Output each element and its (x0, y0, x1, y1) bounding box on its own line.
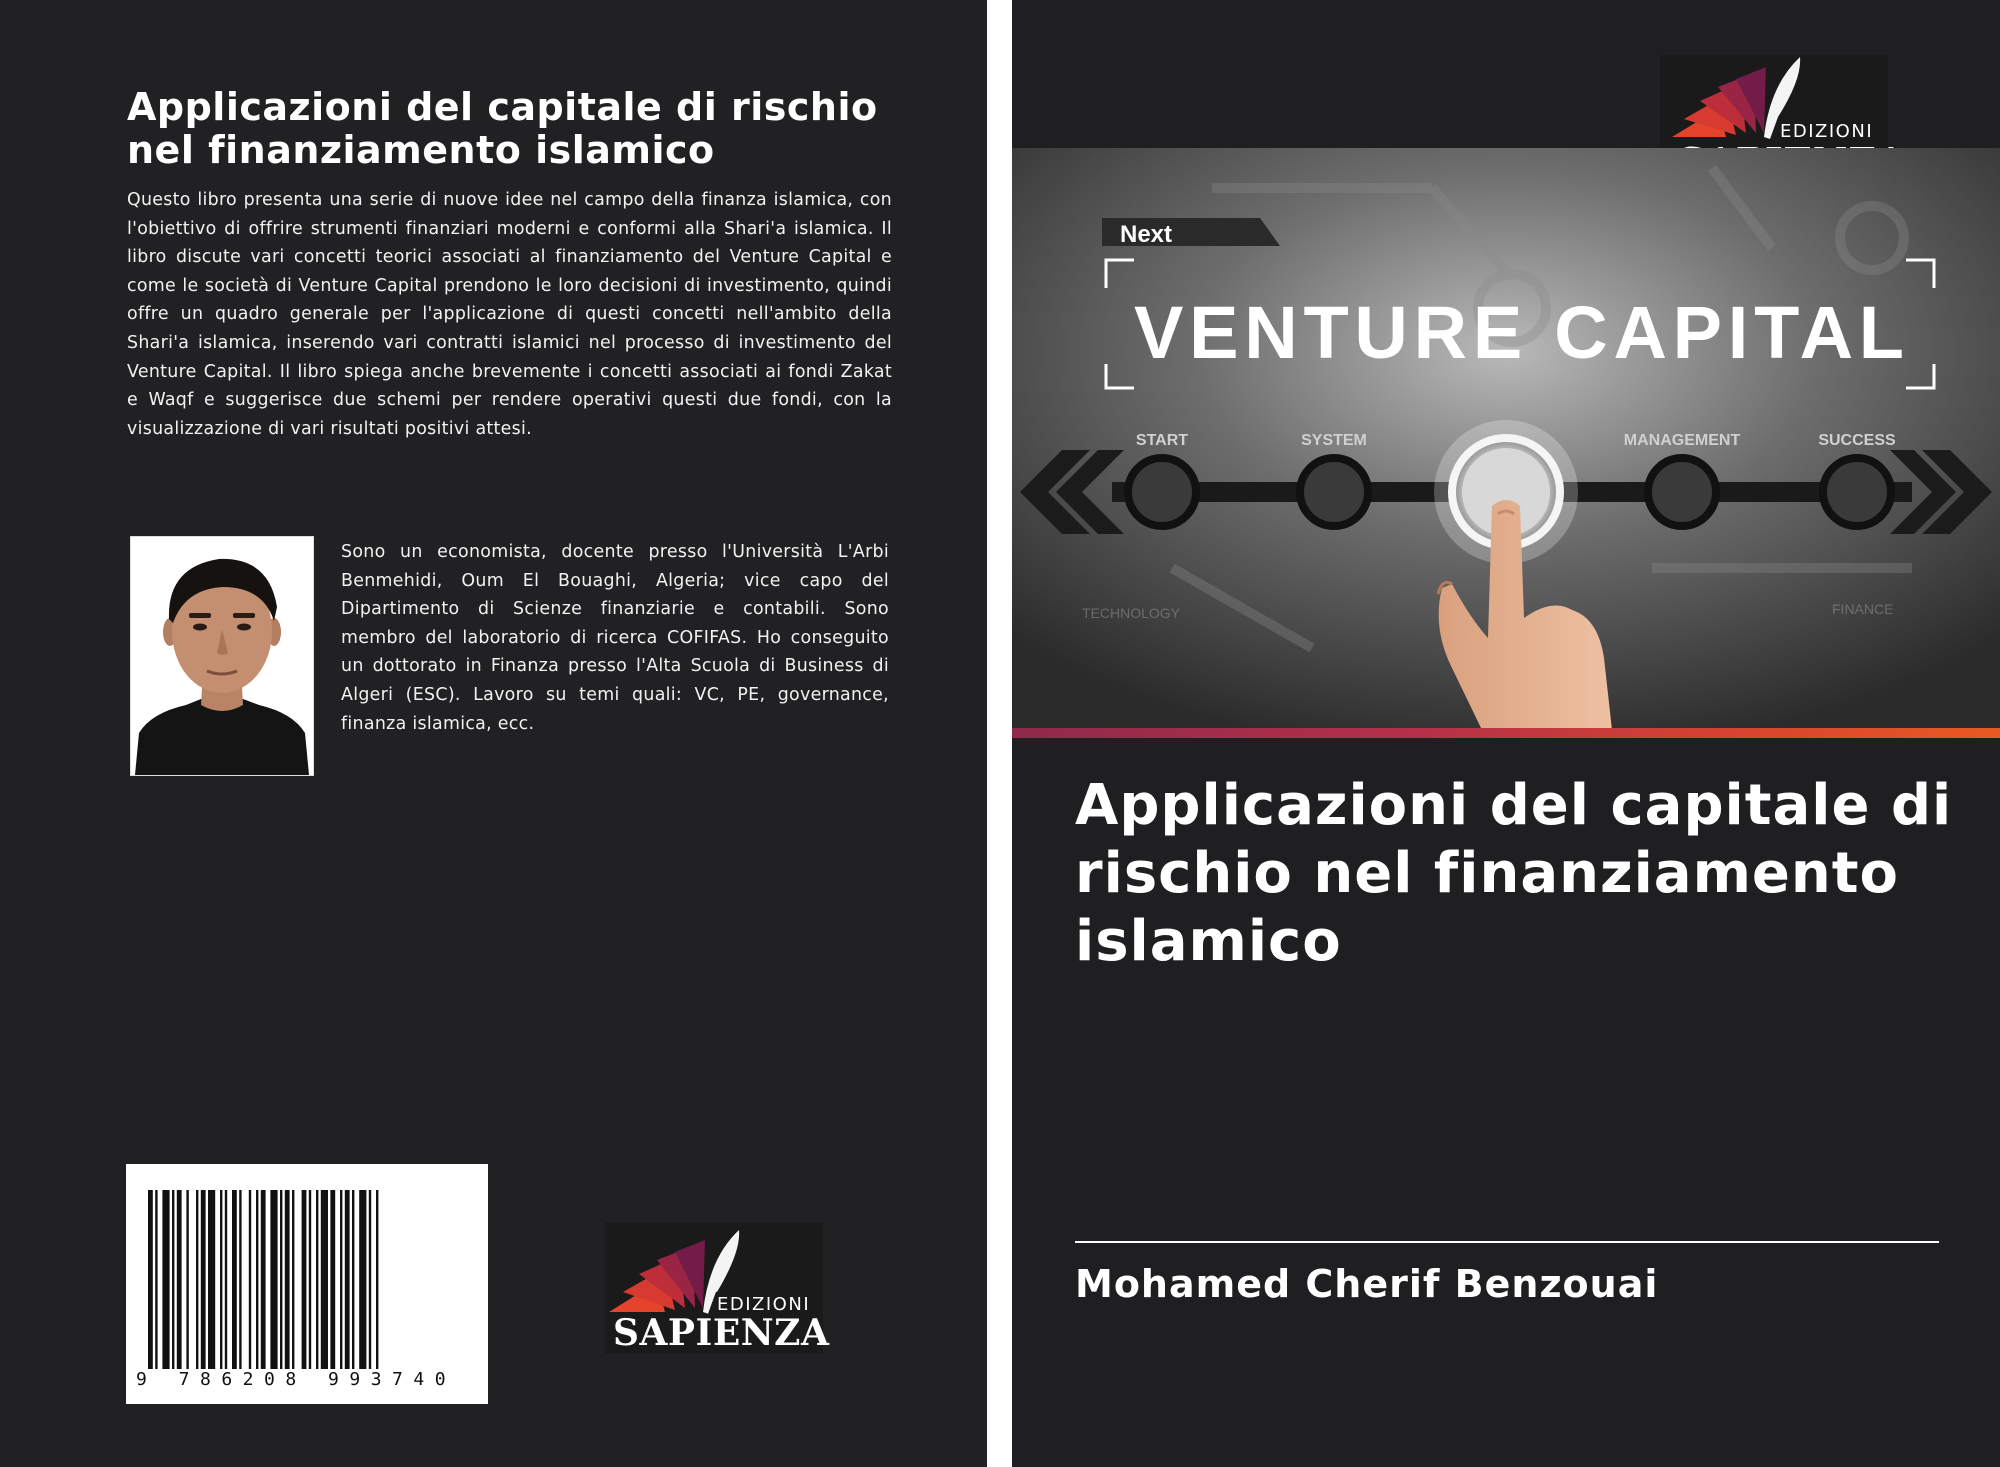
barcode-bar (256, 1190, 258, 1370)
barcode-bar (376, 1190, 378, 1370)
front-cover-title: Applicazioni del capitale di rischio nel finanziamento islamico (1075, 773, 1953, 974)
back-cover-title: Applicazioni del capitale di rischio nel finanziamento islamico (127, 85, 878, 172)
barcode-bar (225, 1190, 227, 1370)
publisher-line1: EDIZIONI (717, 1294, 811, 1315)
back-cover-blurb: Questo libro presenta una serie di nuove idee nel campo della finanza islamica, con l'obiettivo di offrire strumenti finanziari moderni e conformi alla Shari'a islamica. Il libro discute vari concetti teorici associati al finanziamento del Venture Capital e come le società di Venture Capital prendono le loro decisioni di investimento, quindi offre un quadro generale per l'applicazione di questi concetti nell'ambito della Shari'a islamica, inserendo vari contratti islamici nel processo di investimento del Venture Capital. Il libro spiega anche brevemente i concetti associati ai fondi Zakat e Waqf e suggerisce due schemi per rendere operativi questi due fondi, con la visualizzazione di vari risultati positivi attesi. (127, 190, 892, 439)
headline-text: VENTURE CAPITAL (1134, 291, 1904, 374)
barcode-bar (352, 1190, 354, 1370)
barcode-bar (280, 1190, 282, 1370)
accent-bar (1012, 728, 2000, 738)
barcode-bar (201, 1190, 206, 1370)
barcode-bar (232, 1190, 237, 1370)
barcode-bar (162, 1190, 169, 1370)
barcode-bar (309, 1190, 311, 1370)
step-label-management: MANAGEMENT (1623, 432, 1741, 449)
barcode-bar (249, 1190, 251, 1370)
barcode-bar (359, 1190, 366, 1370)
barcode-bar (239, 1190, 241, 1370)
barcode-bar (261, 1190, 266, 1370)
barcode-bar (196, 1190, 198, 1370)
barcode-bar (172, 1190, 174, 1370)
back-cover (0, 0, 987, 1467)
publisher-line1: EDIZIONI (1780, 121, 1874, 142)
barcode-bar (148, 1190, 153, 1370)
faint-label-technology: TECHNOLOGY (1082, 605, 1181, 621)
author-bio: Sono un economista, docente presso l'Università L'Arbi Benmehidi, Oum El Bouaghi, Algeria; vice capo del Dipartimento di Scienze finanziarie e contabili. Sono membro del laboratorio di ricerca COFIFAS. Ho conseguito un dottorato in Finanza presso l'Alta Scuola di Business di Algeri (ESC). Lavoro su temi quali: VC, PE, governance, finanza islamica, ecc. (341, 542, 889, 734)
step-label-system: SYSTEM (1301, 432, 1367, 449)
barcode-bar (321, 1190, 328, 1370)
barcode-bar (345, 1190, 350, 1370)
badge-text: Next (1120, 221, 1173, 248)
spine-gap (987, 0, 1012, 1467)
cover-image (1012, 148, 2000, 730)
publisher-line2: SAPIENZA (613, 1312, 830, 1354)
author-divider (1075, 1241, 1939, 1243)
step-label-success: SUCCESS (1818, 432, 1896, 449)
barcode (126, 1164, 488, 1404)
barcode-bar (177, 1190, 182, 1370)
barcode-bar (340, 1190, 342, 1370)
barcode-bar (186, 1190, 188, 1370)
barcode-bar (316, 1190, 318, 1370)
barcode-bar (302, 1190, 307, 1370)
venture-capital-illustration (1012, 148, 2000, 730)
barcode-bar (155, 1190, 157, 1370)
isbn-digits: 9 786208 993740 (136, 1369, 481, 1390)
barcode-bar (208, 1190, 215, 1370)
barcode-bar (292, 1190, 294, 1370)
barcode-bar (330, 1190, 335, 1370)
barcode-bar (220, 1190, 222, 1370)
barcode-bar (369, 1190, 371, 1370)
author-name: Mohamed Cherif Benzouai (1075, 1262, 1659, 1306)
faint-label-finance: FINANCE (1832, 601, 1894, 617)
author-photo (130, 536, 314, 776)
barcode-bar (270, 1190, 277, 1370)
publisher-logo-back (605, 1222, 830, 1354)
barcode-bar (285, 1190, 290, 1370)
portrait-photo-icon (131, 537, 313, 775)
barcode-icon (126, 1164, 488, 1404)
step-label-start: START (1135, 432, 1189, 449)
